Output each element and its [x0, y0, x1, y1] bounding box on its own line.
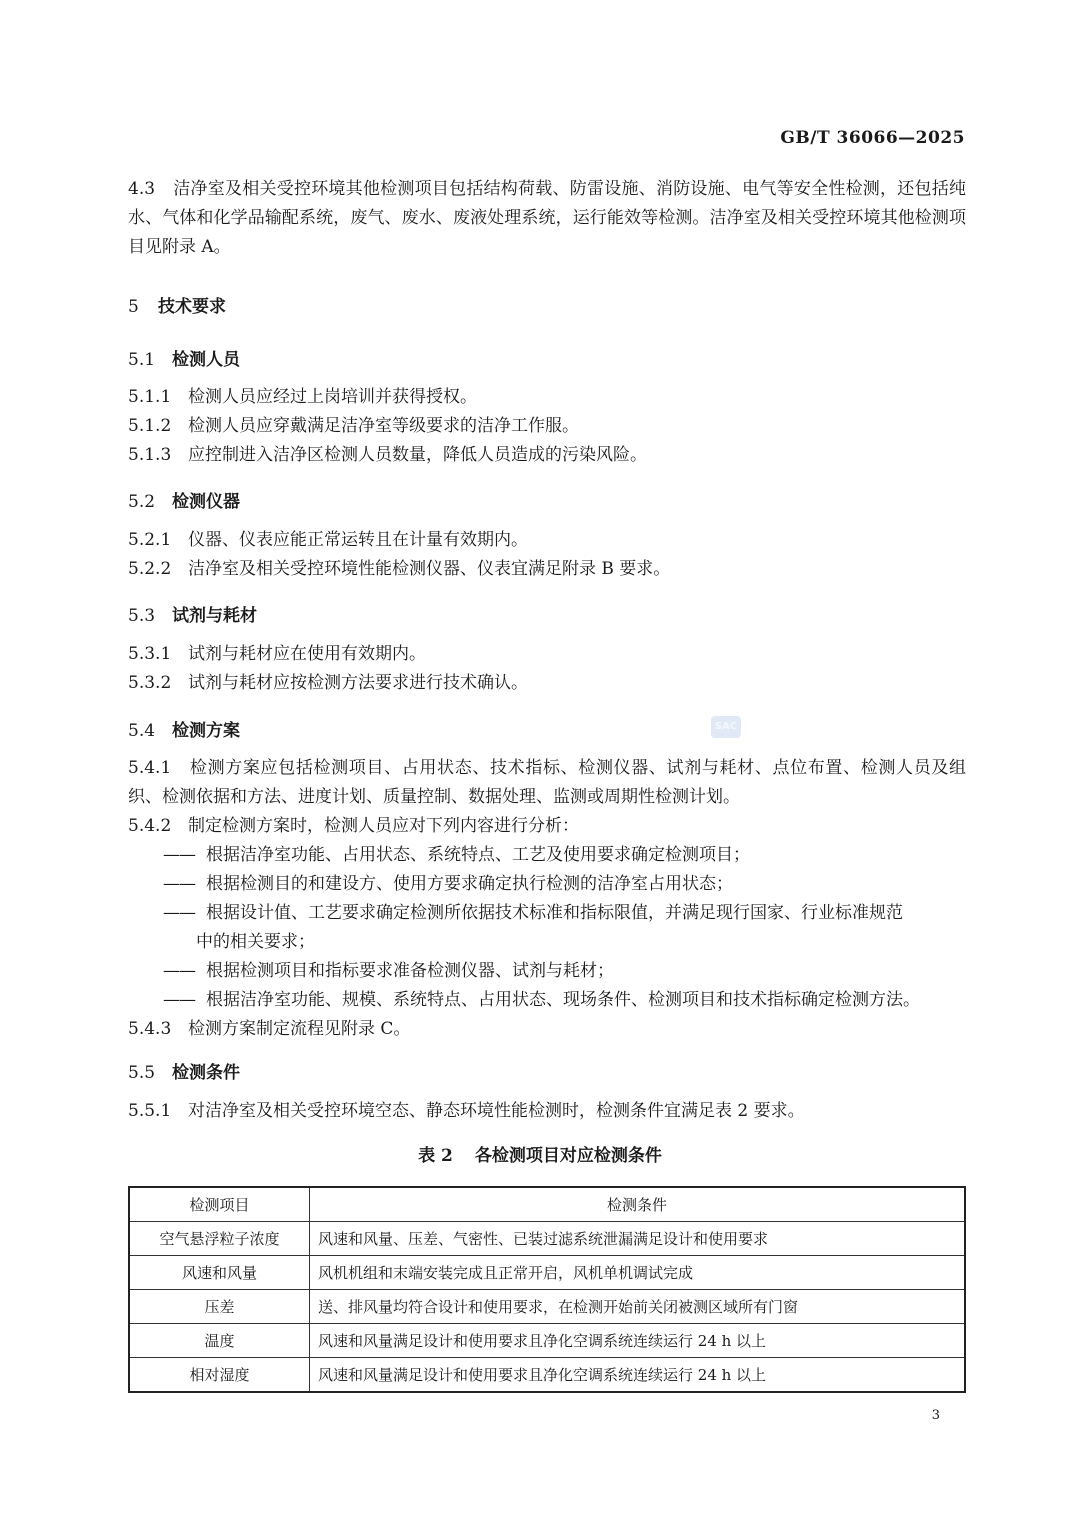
clause-5-1-1	[128, 383, 966, 412]
section-number: 5.1	[128, 350, 156, 370]
section-heading-5-2	[128, 487, 240, 512]
clause-text: 应控制进入洁净区检测人员数量，降低人员造成的污染风险。	[188, 445, 647, 465]
section-heading-5	[128, 292, 226, 317]
section-number: 5.5	[128, 1063, 156, 1083]
list-item	[163, 870, 966, 899]
clause-text: 检测方案应包括检测项目、占用状态、技术指标、检测仪器、试剂与耗材、点位布置、检测人员及组织、检测依据和方法、进度计划、质量控制、数据处理、监测或周期性检测计划。	[128, 758, 966, 807]
list-item	[163, 957, 966, 986]
clause-text: 试剂与耗材应在使用有效期内。	[188, 644, 426, 664]
clause-number: 5.1.2	[128, 416, 172, 436]
section-title: 检测人员	[172, 350, 240, 370]
table-header-row	[129, 1187, 965, 1222]
list-item-text: 根据洁净室功能、规模、系统特点、占用状态、现场条件、检测项目和技术指标确定检测方法。	[206, 990, 920, 1010]
table-cell-condition: 风速和风量、压差、气密性、已装过滤系统泄漏满足设计和使用要求	[310, 1222, 966, 1256]
table-cell-condition: 送、排风量均符合设计和使用要求，在检测开始前关闭被测区域所有门窗	[310, 1290, 966, 1324]
column-header: 检测项目	[129, 1187, 310, 1222]
table-caption	[0, 1141, 1080, 1166]
table-row	[129, 1222, 965, 1256]
page-number: 3	[931, 1408, 940, 1423]
dash-bullet: ——	[163, 845, 195, 865]
section-title: 检测方案	[172, 721, 240, 741]
list-item-text: 中的相关要求；	[196, 932, 315, 952]
clause-number: 5.5.1	[128, 1101, 172, 1121]
list-item-text: 根据洁净室功能、占用状态、系统特点、工艺及使用要求确定检测项目；	[206, 845, 750, 865]
section-heading-5-4	[128, 716, 240, 741]
clause-text: 检测方案制定流程见附录 C。	[188, 1019, 411, 1039]
column-header: 检测条件	[310, 1187, 966, 1222]
clause-4-3	[128, 175, 966, 262]
clause-text: 仪器、仪表应能正常运转且在计量有效期内。	[188, 530, 528, 550]
clause-5-3-2	[128, 669, 966, 698]
clause-text: 检测人员应经过上岗培训并获得授权。	[188, 387, 477, 407]
dash-bullet: ——	[163, 874, 195, 894]
clause-5-1-3	[128, 441, 966, 470]
clause-5-5-1	[128, 1097, 966, 1126]
conditions-table	[128, 1186, 966, 1393]
clause-number: 5.3.1	[128, 644, 172, 664]
dash-bullet: ——	[163, 961, 195, 981]
table-cell-condition: 风速和风量满足设计和使用要求且净化空调系统连续运行 24 h 以上	[310, 1358, 966, 1393]
section-heading-5-3	[128, 601, 257, 626]
clause-number: 5.4.2	[128, 816, 172, 836]
clause-text: 试剂与耗材应按检测方法要求进行技术确认。	[188, 673, 528, 693]
table-cell-condition: 风机机组和末端安装完成且正常开启，风机单机调试完成	[310, 1256, 966, 1290]
list-item	[163, 841, 966, 870]
clause-text: 检测人员应穿戴满足洁净室等级要求的洁净工作服。	[188, 416, 579, 436]
clause-5-4-2	[128, 812, 966, 841]
table-cell-item: 空气悬浮粒子浓度	[129, 1222, 310, 1256]
section-title: 技术要求	[158, 297, 226, 317]
section-title: 检测仪器	[172, 492, 240, 512]
sac-watermark-logo: SAC	[711, 716, 741, 738]
section-title: 检测条件	[172, 1063, 240, 1083]
table-row	[129, 1290, 965, 1324]
clause-5-2-2	[128, 555, 966, 584]
clause-number: 5.4.1	[128, 758, 172, 778]
list-item	[163, 986, 966, 1015]
table-cell-item: 压差	[129, 1290, 310, 1324]
table-cell-item: 温度	[129, 1324, 310, 1358]
table-cell-condition: 风速和风量满足设计和使用要求且净化空调系统连续运行 24 h 以上	[310, 1324, 966, 1358]
clause-number: 5.4.3	[128, 1019, 172, 1039]
table-cell-item: 相对湿度	[129, 1358, 310, 1393]
clause-text: 洁净室及相关受控环境其他检测项目包括结构荷载、防雷设施、消防设施、电气等安全性检测，还包括纯水、气体和化学品输配系统，废气、废水、废液处理系统，运行能效等检测。洁净室及相关受控环境其他检测项目见附录 A。	[128, 179, 966, 257]
table-row	[129, 1256, 965, 1290]
clause-5-2-1	[128, 526, 966, 555]
clause-5-3-1	[128, 640, 966, 669]
section-number: 5.2	[128, 492, 156, 512]
clause-5-4-1	[128, 754, 966, 812]
section-heading-5-5	[128, 1058, 240, 1083]
section-title: 试剂与耗材	[172, 606, 257, 626]
section-number: 5	[128, 297, 139, 317]
standard-number: GB/T 36066—2025	[780, 128, 965, 148]
list-item-text: 根据设计值、工艺要求确定检测所依据技术标准和指标限值，并满足现行国家、行业标准规范	[206, 903, 903, 923]
clause-text: 对洁净室及相关受控环境空态、静态环境性能检测时，检测条件宜满足表 2 要求。	[188, 1101, 805, 1121]
list-item-text: 根据检测项目和指标要求准备检测仪器、试剂与耗材；	[206, 961, 614, 981]
clause-5-4-3	[128, 1015, 966, 1044]
clause-text: 制定检测方案时，检测人员应对下列内容进行分析：	[188, 816, 579, 836]
list-item-text: 根据检测目的和建设方、使用方要求确定执行检测的洁净室占用状态；	[206, 874, 733, 894]
clause-5-1-2	[128, 412, 966, 441]
section-number: 5.4	[128, 721, 156, 741]
clause-text: 洁净室及相关受控环境性能检测仪器、仪表宜满足附录 B 要求。	[188, 559, 671, 579]
table-cell-item: 风速和风量	[129, 1256, 310, 1290]
clause-number: 4.3	[128, 179, 156, 199]
clause-number: 5.3.2	[128, 673, 172, 693]
table-label: 表 2	[418, 1146, 453, 1166]
clause-number: 5.2.2	[128, 559, 172, 579]
list-item	[163, 899, 966, 928]
clause-number: 5.2.1	[128, 530, 172, 550]
table-row	[129, 1358, 965, 1393]
clause-number: 5.1.3	[128, 445, 172, 465]
dash-bullet: ——	[163, 990, 195, 1010]
table-row	[129, 1324, 965, 1358]
table-title: 各检测项目对应检测条件	[474, 1146, 662, 1166]
dash-bullet: ——	[163, 903, 195, 923]
section-heading-5-1	[128, 345, 240, 370]
list-item-continuation	[163, 928, 966, 957]
clause-number: 5.1.1	[128, 387, 172, 407]
section-number: 5.3	[128, 606, 156, 626]
